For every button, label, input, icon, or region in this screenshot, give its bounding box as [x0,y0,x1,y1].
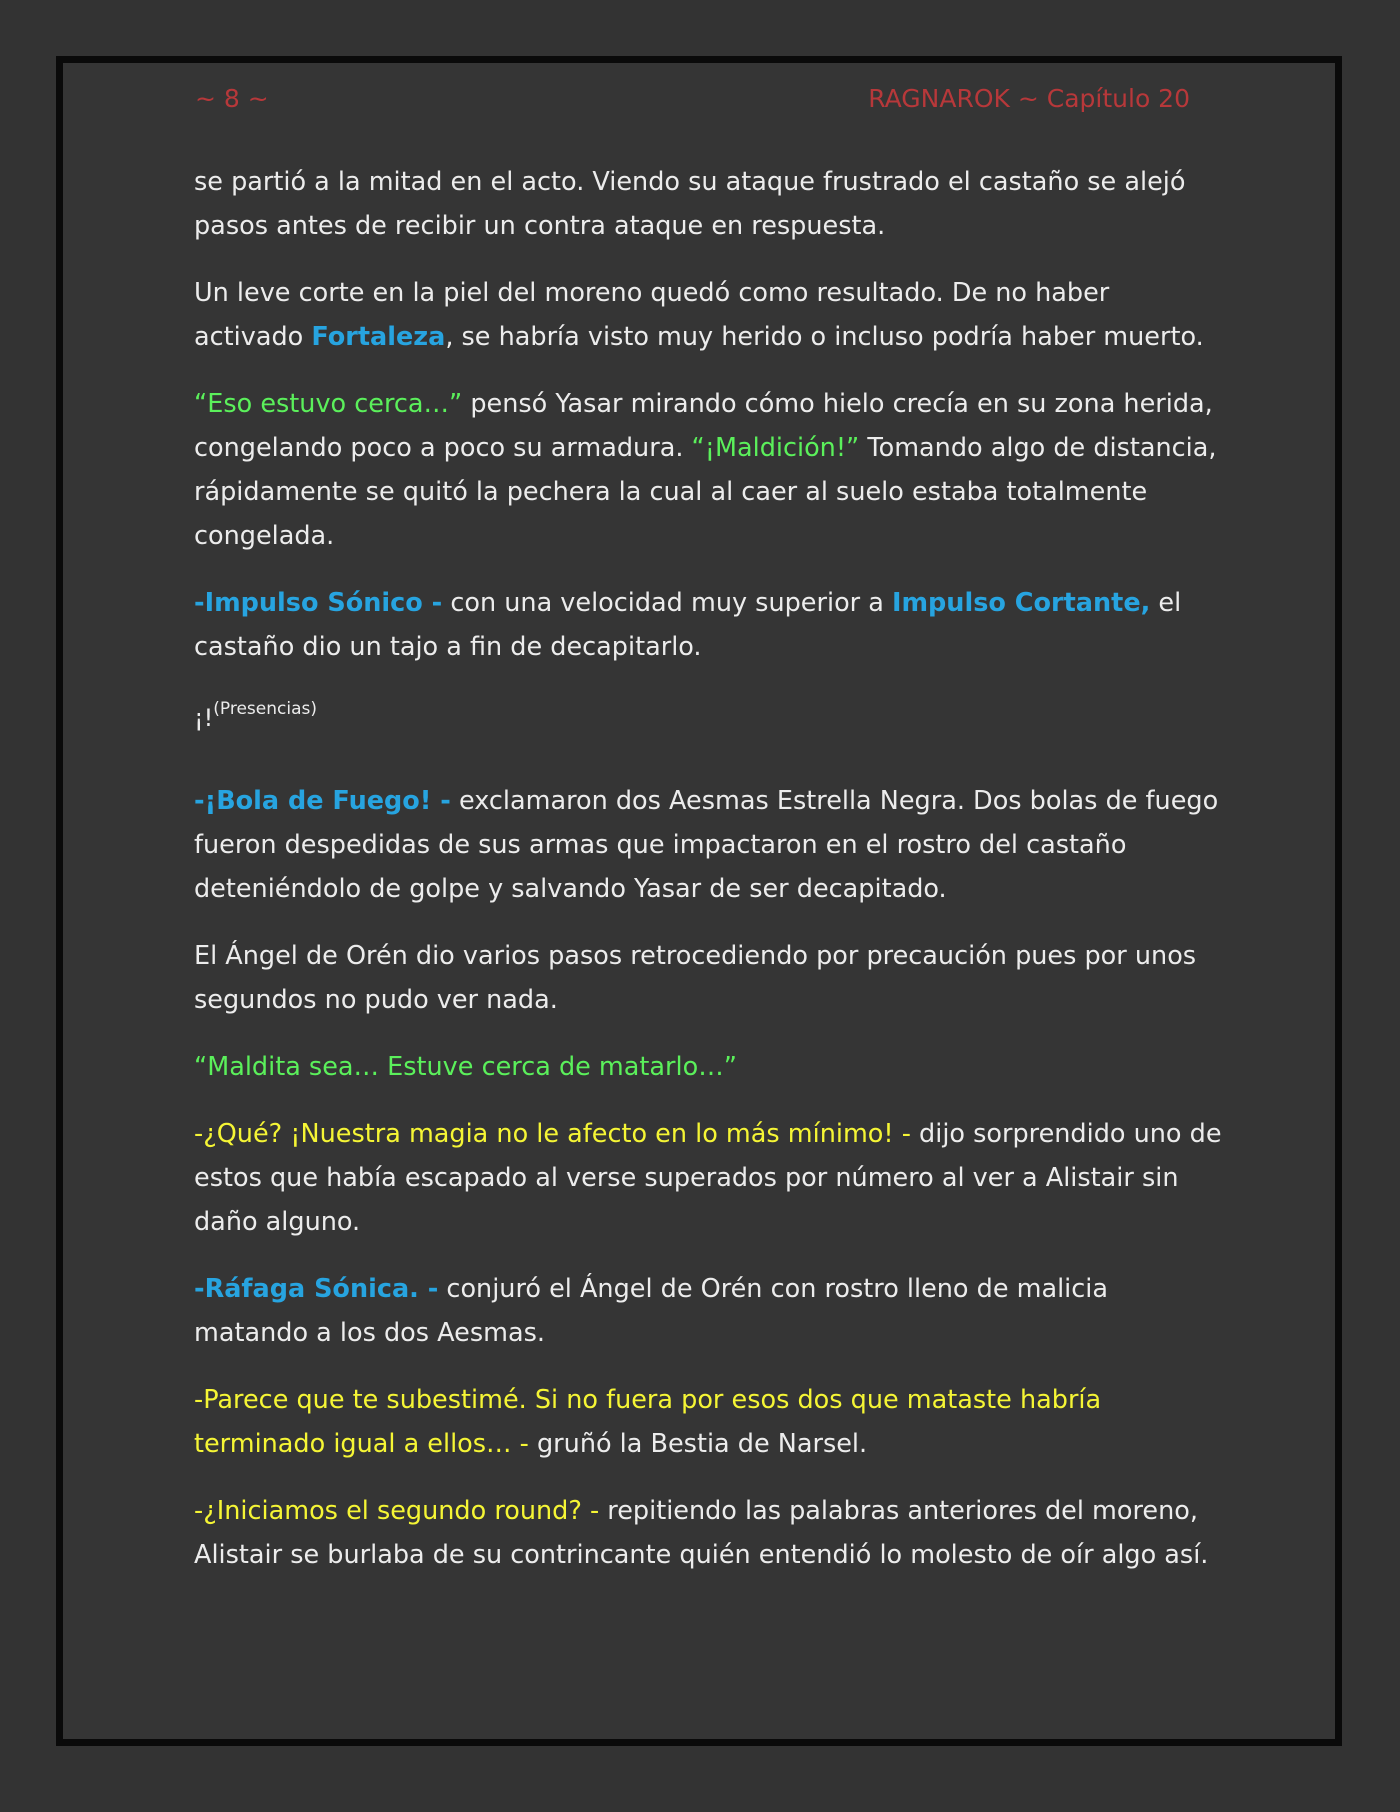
paragraph-1 [194,160,1224,248]
paragraph-7 [194,934,1224,1022]
narration: pensó Yasar mirando cómo hielo crecía en su zona herida, congelando poco a poco su armadura. [194,389,1213,463]
paragraph-2 [194,271,1224,359]
narration: con una velocidad muy superior a [442,588,892,618]
speech-text: -¿Iniciamos el segundo round? - [194,1496,600,1526]
spell-keyword: Fortaleza [311,322,446,352]
narration: gruñó la Bestia de Narsel. [528,1429,868,1459]
annotation-presencias: (Presencias) [213,699,317,719]
narration: El Ángel de Orén dio varios pasos retrocediendo por precaución pues por unos segundos no pudo ver nada. [194,941,1197,1015]
narration: se partió a la mitad en el acto. Viendo su ataque frustrado el castaño se alejó pasos antes de recibir un contra ataque en respuesta. [194,167,1186,241]
narration: Tomando algo de distancia, rápidamente se quitó la pechera la cual al caer al suelo estaba totalmente congelada. [194,433,1217,551]
paragraph-8 [194,1045,1224,1089]
paragraph-11 [194,1378,1224,1466]
page-number: ~ 8 ~ [195,84,269,113]
spell-keyword: Impulso Cortante, [892,588,1151,618]
speech-text: -Parece que te subestimé. Si no fuera por esos dos que mataste habría terminado igual a ellos… - [194,1385,1102,1459]
thought-text: “Maldita sea… Estuve cerca de matarlo…” [194,1052,737,1082]
running-title: RAGNAROK ~ Capítulo 20 [868,84,1190,113]
speech-text: -¿Qué? ¡Nuestra magia no le afecto en lo más mínimo! - [194,1119,911,1149]
paragraph-9 [194,1112,1224,1244]
thought-text: “Eso estuvo cerca…” [194,389,463,419]
thought-text: “¡Maldición!” [691,433,860,463]
paragraph-4 [194,581,1224,669]
paragraph-10 [194,1267,1224,1355]
narration: el castaño dio un tajo a fin de decapitarlo. [194,588,1182,662]
narration: , se habría visto muy herido o incluso podría haber muerto. [445,322,1204,352]
chapter-text [194,160,1224,1600]
narration: Un leve corte en la piel del moreno quedó como resultado. De no haber activado [194,278,1110,352]
paragraph-12 [194,1489,1224,1577]
paragraph-6 [194,779,1224,911]
narration: repitiendo las palabras anteriores del moreno, Alistair se burlaba de su contrincante quién entendió lo molesto de oír algo así. [194,1496,1209,1570]
narration: conjuró el Ángel de Orén con rostro lleno de malicia matando a los dos Aesmas. [194,1274,1108,1348]
spell-keyword: -Impulso Sónico - [194,588,443,618]
spell-keyword: -Ráfaga Sónica. - [194,1274,439,1304]
spell-keyword: -¡Bola de Fuego! - [194,786,451,816]
paragraph-3 [194,382,1224,558]
exclamation: ¡! [194,704,214,732]
narration: dijo sorprendido uno de estos que había escapado al verse superados por número al ver a Alistair sin daño alguno. [194,1119,1222,1237]
paragraph-5 [194,692,1224,735]
page-header [195,84,1190,120]
narration: exclamaron dos Aesmas Estrella Negra. Dos bolas de fuego fueron despedidas de sus armas que impactaron en el rostro del castaño deteniéndolo de golpe y salvando Yasar de ser decapitado. [194,786,1219,904]
